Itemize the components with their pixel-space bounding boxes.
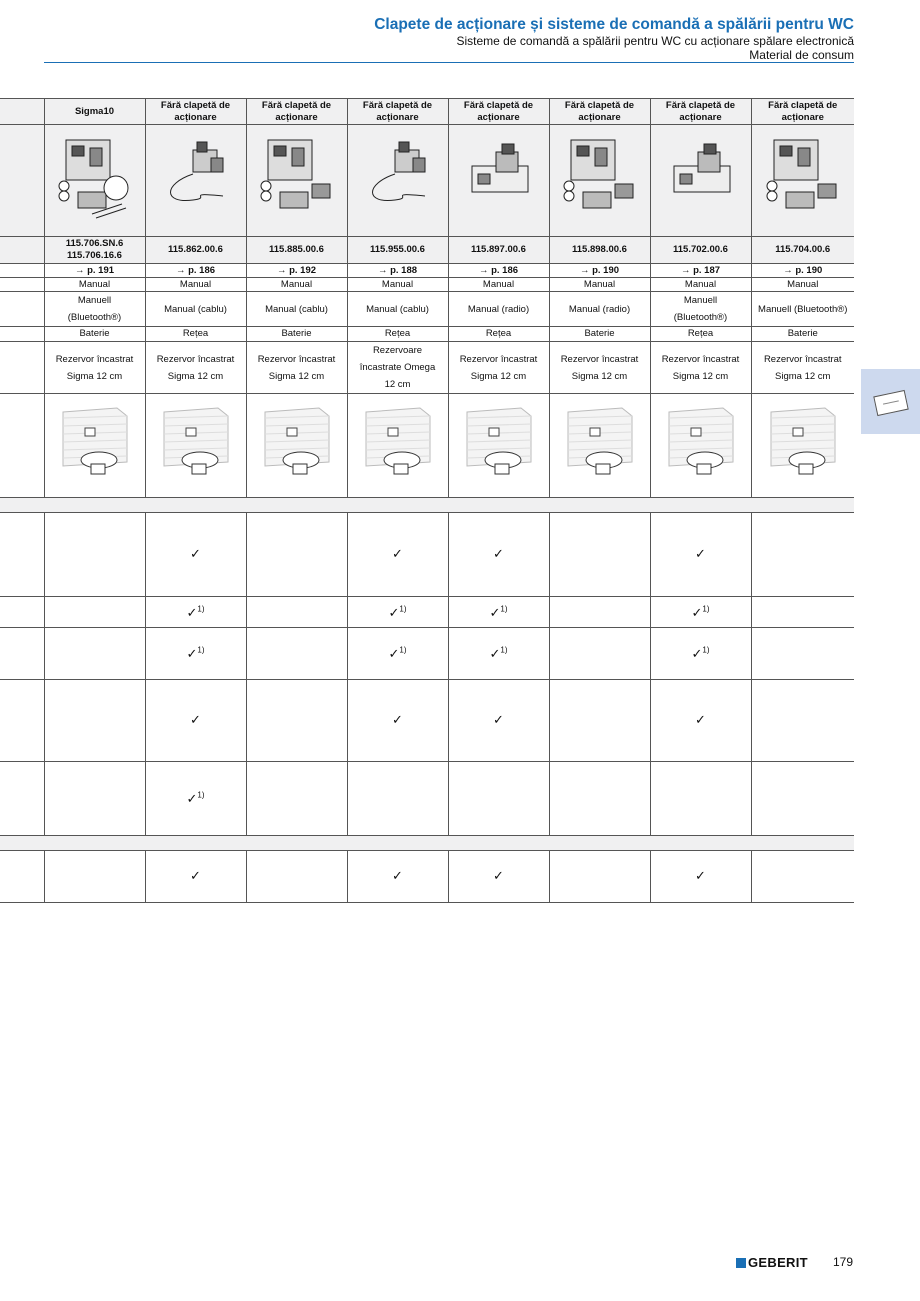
actuation-text: Manual (787, 278, 819, 290)
page-number: 179 (833, 1255, 854, 1269)
cistern-row-cell (650, 342, 751, 394)
page-reference-row-cell (549, 264, 650, 278)
cell-text: (Bluetooth®) (67, 312, 122, 323)
power-text: Rețea (485, 328, 512, 339)
page-link[interactable]: → p. 192 (276, 264, 317, 276)
feature-row-cell (549, 851, 650, 903)
feature-row (0, 628, 854, 680)
section-separator (0, 498, 854, 513)
feature-row-cell (650, 680, 751, 762)
cell-text: Rezervor încastrat (763, 353, 842, 365)
feature-row (0, 762, 854, 836)
feature-row-cell (246, 851, 347, 903)
actuation-row (0, 278, 854, 292)
column-name: Fără clapetă de acționare (665, 99, 736, 123)
power-row (0, 327, 854, 342)
article-number-row-cell (347, 237, 448, 264)
actuation-text: Manual (482, 278, 515, 290)
installation-diagram-row-cell (246, 394, 347, 498)
page-link[interactable]: → p. 186 (478, 264, 519, 276)
power-text: Rețea (384, 328, 411, 339)
feature-row-cell (246, 680, 347, 762)
cell-text: Rezervoare (372, 345, 423, 356)
row-label-cell (0, 99, 44, 125)
installation-diagram-icon (358, 404, 438, 484)
article-number-row-cell (145, 237, 246, 264)
page-reference-row-cell (44, 264, 145, 278)
check-icon: ✓$^{1)}$ (691, 604, 710, 620)
page-reference-row-cell (246, 264, 347, 278)
page-header (374, 16, 854, 62)
feature-row-cell (246, 597, 347, 628)
brand-logo: GEBERIT (736, 1255, 808, 1270)
power-text: Rețea (182, 328, 209, 339)
row-label-cell (0, 125, 44, 237)
product-image-icon (153, 134, 239, 224)
mode-row-cell (246, 292, 347, 327)
cell-text: Sigma 12 cm (775, 370, 831, 382)
feature-row-cell (347, 628, 448, 680)
feature-row-cell (751, 762, 854, 836)
cell-text: încastrate Omega (359, 362, 436, 373)
cell-text: 115.955.00.6 (370, 244, 425, 255)
feature-row-cell (751, 851, 854, 903)
row-label-cell (0, 278, 44, 292)
cell-text: Sigma 12 cm (571, 370, 628, 382)
feature-row-cell (650, 628, 751, 680)
installation-diagram-row-cell (44, 394, 145, 498)
feature-row (0, 597, 854, 628)
check-icon: ✓$^{1)}$ (186, 790, 205, 807)
feature-row (0, 513, 854, 597)
feature-row-cell (751, 597, 854, 628)
installation-diagram-row-cell (145, 394, 246, 498)
feature-row-cell (448, 513, 549, 597)
check-icon: ✓$^{1)}$ (691, 645, 710, 662)
feature-row-cell (347, 597, 448, 628)
cell-text: Rezervor încastrat (257, 353, 336, 365)
check-icon: ✓ (392, 545, 403, 561)
feature-row-cell (347, 851, 448, 903)
cell-text: Manuell (77, 295, 112, 306)
page-reference-row-cell (347, 264, 448, 278)
feature-row-cell (751, 628, 854, 680)
check-icon: ✓ (190, 711, 201, 727)
section-name: Material de consum (749, 48, 854, 62)
row-label-cell (0, 597, 44, 628)
cell-text: Sigma 12 cm (66, 370, 123, 382)
feature-row-cell (650, 513, 751, 597)
actuation-row-cell (650, 278, 751, 292)
feature-row-cell (145, 680, 246, 762)
feature-row-cell (751, 680, 854, 762)
cistern-row-cell (246, 342, 347, 394)
feature-row-cell (44, 762, 145, 836)
page-link[interactable]: → p. 191 (74, 264, 115, 276)
mode-row (0, 292, 854, 327)
actuation-row-cell (145, 278, 246, 292)
feature-row-cell (549, 680, 650, 762)
installation-diagram-row (0, 394, 854, 498)
column-header-row-cell (347, 99, 448, 125)
row-label-cell (0, 342, 44, 394)
power-text: Baterie (787, 328, 818, 339)
check-icon: ✓$^{1)}$ (388, 645, 407, 662)
page-title: Clapete de acționare și sisteme de comandă a spălării pentru WC (374, 16, 854, 33)
feature-row-cell (44, 513, 145, 597)
header-divider (44, 62, 854, 63)
power-row-cell (549, 327, 650, 342)
column-header-row-cell (549, 99, 650, 125)
installation-diagram-icon (763, 404, 843, 484)
cell-text: Sigma 12 cm (672, 370, 729, 382)
actuation-text: Manual (684, 278, 717, 290)
mode-row-cell (145, 292, 246, 327)
cistern-row-cell (549, 342, 650, 394)
actuation-row-cell (246, 278, 347, 292)
section-separator (0, 836, 854, 851)
article-number-row-cell (549, 237, 650, 264)
row-label-cell (0, 264, 44, 278)
product-image-row-cell (145, 125, 246, 237)
cell-text: Sigma 12 cm (167, 370, 224, 382)
actuation-text: Manual (280, 278, 313, 290)
product-image-row-cell (549, 125, 650, 237)
row-label-cell (0, 292, 44, 327)
check-icon: ✓ (695, 867, 706, 883)
actuation-row-cell (448, 278, 549, 292)
power-text: Baterie (584, 328, 615, 339)
cistern-row-cell (448, 342, 549, 394)
article-number-row-cell (44, 237, 145, 264)
power-row-cell (751, 327, 854, 342)
feature-row-cell (347, 762, 448, 836)
installation-diagram-row-cell (549, 394, 650, 498)
power-text: Baterie (281, 328, 312, 339)
cell-text: 115.897.00.6 (471, 244, 526, 255)
page-link[interactable]: → p. 190 (579, 264, 620, 276)
cistern-row (0, 342, 854, 394)
feature-row-cell (44, 628, 145, 680)
feature-row-cell (246, 513, 347, 597)
actuation-row-cell (751, 278, 854, 292)
cell-text: Rezervor încastrat (560, 353, 639, 365)
feature-row-cell (448, 851, 549, 903)
product-image-icon (658, 134, 744, 224)
mode-row-cell (347, 292, 448, 327)
feature-row-cell (44, 851, 145, 903)
feature-row-cell (549, 628, 650, 680)
cell-text: Manual (radio) (467, 303, 530, 315)
check-icon: ✓ (493, 711, 504, 727)
check-icon: ✓$^{1)}$ (186, 645, 205, 662)
power-row-cell (246, 327, 347, 342)
cell-text: 115.706.16.6 (67, 250, 122, 261)
actuation-row-cell (347, 278, 448, 292)
row-label-cell (0, 762, 44, 836)
article-number-row-cell (448, 237, 549, 264)
column-header-row-cell (751, 99, 854, 125)
power-text: Rețea (687, 328, 714, 339)
cell-text: Rezervor încastrat (55, 353, 134, 365)
separator-cell (0, 836, 854, 851)
flush-plate-icon (873, 390, 908, 416)
page-reference-row-cell (650, 264, 751, 278)
installation-diagram-row-cell (448, 394, 549, 498)
feature-row-cell (44, 597, 145, 628)
feature-row-cell (448, 762, 549, 836)
row-label-cell (0, 628, 44, 680)
power-row-cell (145, 327, 246, 342)
installation-diagram-row-cell (347, 394, 448, 498)
feature-row (0, 680, 854, 762)
feature-row-cell (751, 513, 854, 597)
product-image-icon (760, 134, 846, 224)
feature-row-cell (44, 680, 145, 762)
product-image-row-cell (246, 125, 347, 237)
brand-square-icon (736, 1258, 746, 1268)
cell-text: Manual (cablu) (366, 303, 429, 315)
installation-diagram-icon (459, 404, 539, 484)
cell-text: 115.702.00.6 (673, 244, 728, 255)
column-header-row-cell (448, 99, 549, 125)
feature-row-cell (347, 680, 448, 762)
page-reference-row-cell (145, 264, 246, 278)
feature-row-cell (448, 628, 549, 680)
cell-text: Manuell (683, 295, 718, 306)
feature-row-cell (650, 597, 751, 628)
product-image-icon (456, 134, 542, 224)
check-icon: ✓ (392, 867, 403, 883)
feature-row-cell (448, 597, 549, 628)
feature-row (0, 851, 854, 903)
column-name: Fără clapetă de acționare (463, 99, 534, 123)
actuation-row-cell (549, 278, 650, 292)
feature-row-cell (145, 762, 246, 836)
product-image-row (0, 125, 854, 237)
column-header-row-cell (650, 99, 751, 125)
product-image-row-cell (347, 125, 448, 237)
row-label-cell (0, 237, 44, 264)
column-header-row-cell (145, 99, 246, 125)
row-label-cell (0, 680, 44, 762)
cell-text: 115.885.00.6 (269, 244, 324, 255)
cistern-row-cell (145, 342, 246, 394)
installation-diagram-icon (257, 404, 337, 484)
feature-row-cell (650, 762, 751, 836)
actuation-row-cell (44, 278, 145, 292)
actuation-text: Manual (78, 278, 111, 290)
page-reference-row-cell (448, 264, 549, 278)
mode-row-cell (448, 292, 549, 327)
actuation-text: Manual (179, 278, 212, 290)
feature-row-cell (145, 597, 246, 628)
mode-row-cell (650, 292, 751, 327)
mode-row-cell (44, 292, 145, 327)
check-icon: ✓ (493, 545, 504, 561)
feature-row-cell (650, 851, 751, 903)
product-image-icon (355, 134, 441, 224)
column-header-row-cell (246, 99, 347, 125)
check-icon: ✓ (695, 545, 706, 561)
installation-diagram-icon (156, 404, 236, 484)
page-reference-row (0, 264, 854, 278)
check-icon: ✓ (190, 545, 201, 561)
column-name: Fără clapetă de acționare (261, 99, 332, 123)
cell-text: (Bluetooth®) (673, 312, 728, 323)
actuation-text: Manual (381, 278, 414, 290)
column-name: Fără clapetă de acționare (160, 99, 231, 123)
column-name: Sigma10 (74, 105, 115, 117)
cistern-row-cell (44, 342, 145, 394)
row-label-cell (0, 327, 44, 342)
row-label-cell (0, 394, 44, 498)
page-subtitle: Sisteme de comandă a spălării pentru WC cu acționare spălare electronică (456, 34, 854, 48)
page-link[interactable]: → p. 187 (680, 264, 721, 276)
check-icon: ✓ (695, 711, 706, 727)
feature-row-cell (145, 513, 246, 597)
product-image-icon (557, 134, 643, 224)
page-link[interactable]: → p. 188 (377, 264, 418, 276)
row-label-cell (0, 513, 44, 597)
installation-diagram-icon (661, 404, 741, 484)
cell-text: 115.704.00.6 (775, 244, 831, 255)
product-image-icon (52, 134, 138, 224)
article-number-row-cell (751, 237, 854, 264)
cell-text: Sigma 12 cm (470, 370, 527, 382)
product-image-row-cell (44, 125, 145, 237)
cell-text: Manual (cablu) (164, 303, 227, 315)
product-image-row-cell (448, 125, 549, 237)
page-reference-row-cell (751, 264, 854, 278)
feature-row-cell (145, 851, 246, 903)
power-text: Baterie (79, 328, 110, 339)
chapter-tab[interactable] (861, 369, 920, 434)
column-name: Fără clapetă de acționare (768, 99, 838, 123)
cell-text: Manual (cablu) (265, 303, 328, 315)
installation-diagram-icon (560, 404, 640, 484)
check-icon: ✓$^{1)}$ (186, 604, 205, 620)
feature-row-cell (145, 628, 246, 680)
product-image-icon (254, 134, 340, 224)
article-number-row (0, 237, 854, 264)
feature-row-cell (246, 628, 347, 680)
cell-text: Rezervor încastrat (459, 353, 538, 365)
page-link[interactable]: → p. 190 (783, 264, 823, 276)
mode-row-cell (549, 292, 650, 327)
product-image-row-cell (751, 125, 854, 237)
power-row-cell (448, 327, 549, 342)
cell-text: 115.706.SN.6 (65, 238, 124, 249)
cell-text: Manuell (Bluetooth®) (758, 303, 848, 315)
row-label-cell (0, 851, 44, 903)
column-header-row-cell (44, 99, 145, 125)
cell-text: Rezervor încastrat (661, 353, 740, 365)
feature-row-cell (549, 597, 650, 628)
check-icon: ✓$^{1)}$ (489, 604, 508, 620)
installation-diagram-icon (55, 404, 135, 484)
check-icon: ✓ (190, 867, 201, 883)
column-name: Fără clapetă de acționare (564, 99, 635, 123)
power-row-cell (347, 327, 448, 342)
product-table (0, 98, 854, 903)
cell-text: 12 cm (384, 379, 411, 390)
cell-text: 115.862.00.6 (168, 244, 223, 255)
mode-row-cell (751, 292, 854, 327)
feature-row-cell (246, 762, 347, 836)
page-link[interactable]: → p. 186 (175, 264, 216, 276)
feature-row-cell (347, 513, 448, 597)
check-icon: ✓ (493, 867, 504, 883)
power-row-cell (44, 327, 145, 342)
article-number-row-cell (650, 237, 751, 264)
cell-text: Manual (radio) (568, 303, 631, 315)
installation-diagram-row-cell (751, 394, 854, 498)
installation-diagram-row-cell (650, 394, 751, 498)
cell-text: Rezervor încastrat (156, 353, 235, 365)
separator-cell (0, 498, 854, 513)
actuation-text: Manual (583, 278, 616, 290)
cistern-row-cell (347, 342, 448, 394)
cell-text: 115.898.00.6 (572, 244, 627, 255)
product-image-row-cell (650, 125, 751, 237)
cell-text: Sigma 12 cm (268, 370, 325, 382)
feature-row-cell (549, 762, 650, 836)
check-icon: ✓$^{1)}$ (489, 645, 508, 662)
column-name: Fără clapetă de acționare (362, 99, 433, 123)
check-icon: ✓$^{1)}$ (388, 604, 407, 620)
article-number-row-cell (246, 237, 347, 264)
column-header-row (0, 99, 854, 125)
check-icon: ✓ (392, 711, 403, 727)
cistern-row-cell (751, 342, 854, 394)
feature-row-cell (549, 513, 650, 597)
power-row-cell (650, 327, 751, 342)
feature-row-cell (448, 680, 549, 762)
